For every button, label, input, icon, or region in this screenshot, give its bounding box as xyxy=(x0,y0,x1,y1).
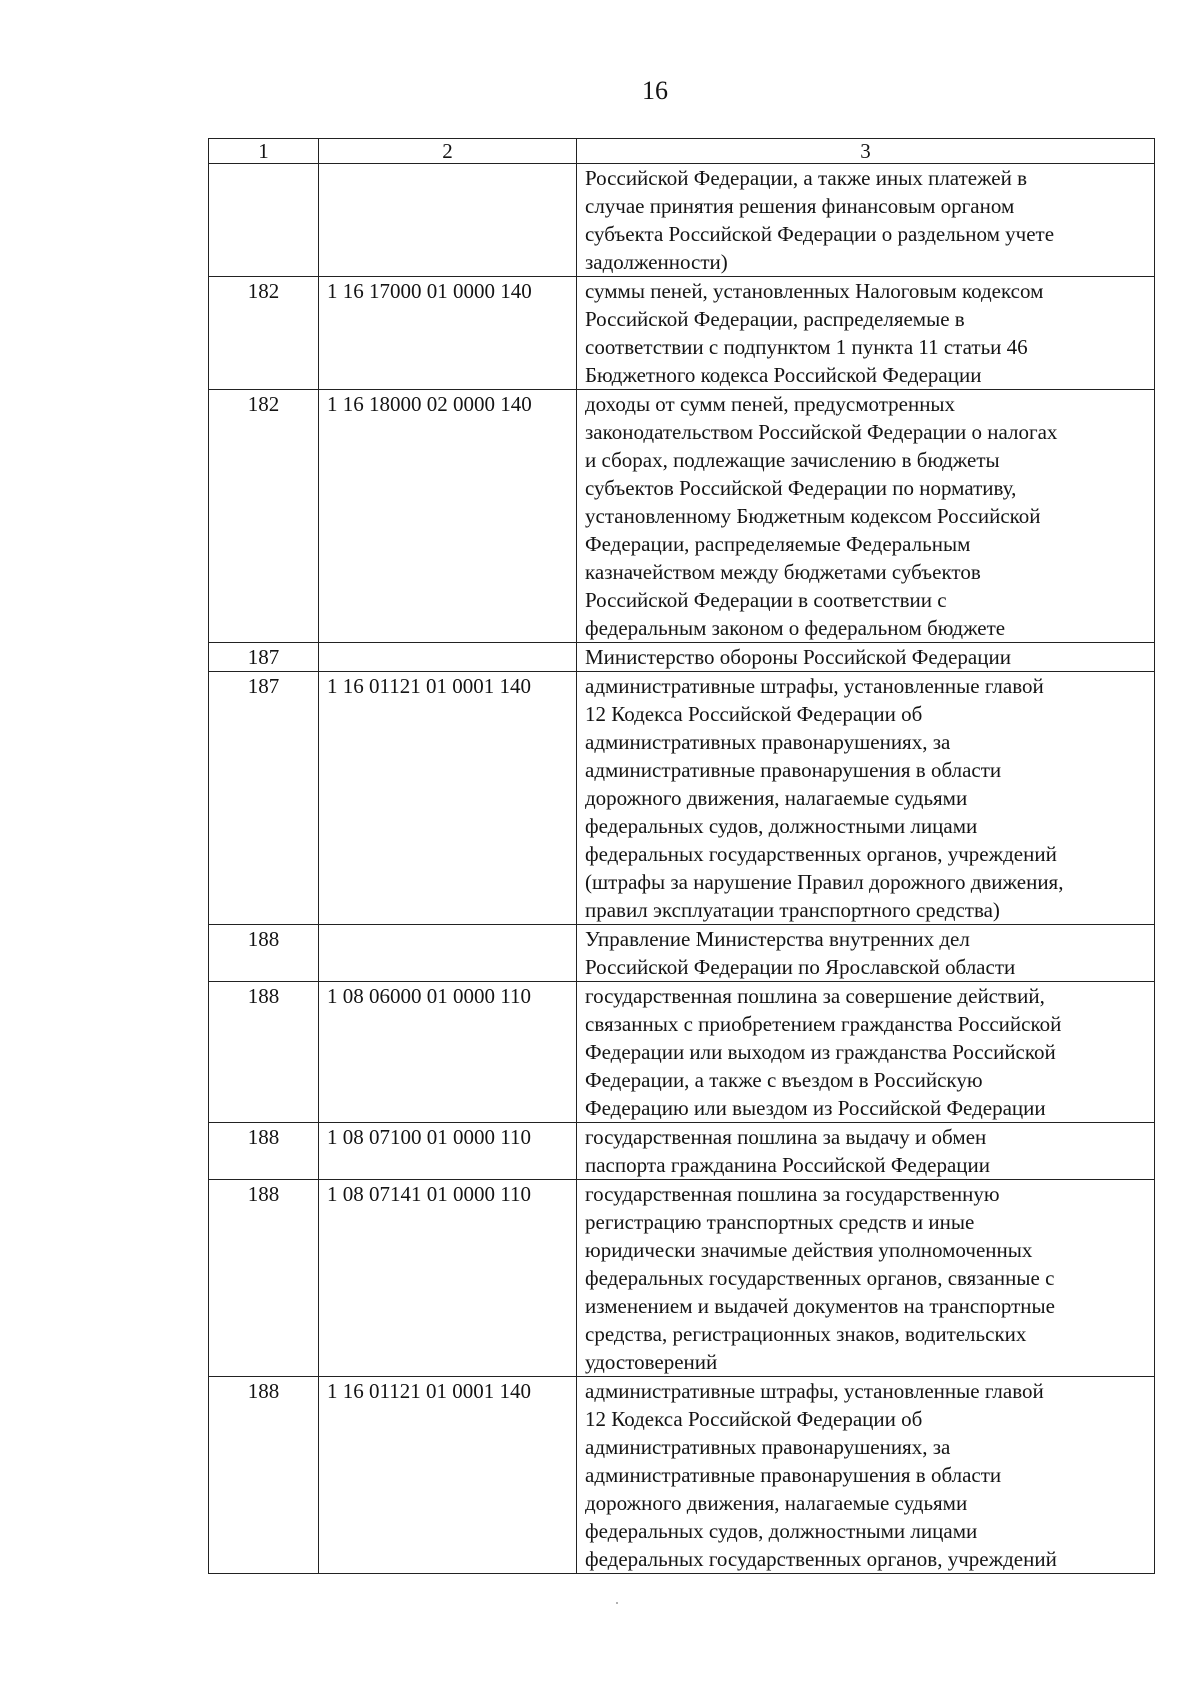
description-line: федеральных государственных органов, связанные с xyxy=(585,1266,1055,1290)
table-body xyxy=(209,164,1155,1574)
description-line: федеральным законом о федеральном бюджете xyxy=(585,616,1006,640)
table-row xyxy=(209,982,1155,1123)
table-row xyxy=(209,925,1155,982)
table-row xyxy=(209,390,1155,643)
description-line: федеральных судов, должностными лицами xyxy=(585,1519,978,1543)
description-line: Управление Министерства внутренних дел xyxy=(585,927,970,951)
description-line: связанных с приобретением гражданства Российской xyxy=(585,1012,1062,1036)
description-cell xyxy=(577,1180,1155,1377)
description-line: государственная пошлина за выдачу и обмен xyxy=(585,1125,987,1149)
revenue-code-cell xyxy=(319,925,577,982)
revenue-code-cell: 1 16 18000 02 0000 140 xyxy=(319,390,577,643)
description-line: Федерации, а также с въездом в Российскую xyxy=(585,1068,983,1092)
description-line: федеральных государственных органов, учреждений xyxy=(585,1547,1057,1571)
table-row xyxy=(209,672,1155,925)
description-line: соответствии с подпунктом 1 пункта 11 статьи 46 xyxy=(585,335,1028,359)
description-line: субъектов Российской Федерации по нормативу, xyxy=(585,476,1017,500)
table-row xyxy=(209,1377,1155,1574)
revenue-code-cell: 1 08 07100 01 0000 110 xyxy=(319,1123,577,1180)
description-line: Федерации или выходом из гражданства Российской xyxy=(585,1040,1056,1064)
description-line: Бюджетного кодекса Российской Федерации xyxy=(585,363,982,387)
description-line: федеральных судов, должностными лицами xyxy=(585,814,978,838)
admin-code-cell: 188 xyxy=(209,982,319,1123)
table-header-row xyxy=(209,139,1155,164)
description-line: доходы от сумм пеней, предусмотренных xyxy=(585,392,956,416)
description-line: (штрафы за нарушение Правил дорожного движения, xyxy=(585,870,1064,894)
description-line: административные штрафы, установленные главой xyxy=(585,1379,1044,1403)
table-row xyxy=(209,643,1155,672)
description-line: государственная пошлина за совершение действий, xyxy=(585,984,1045,1008)
admin-code-cell: 187 xyxy=(209,643,319,672)
revenue-code-cell: 1 16 01121 01 0001 140 xyxy=(319,672,577,925)
revenue-codes-table xyxy=(208,138,1155,1574)
description-line: Министерство обороны Российской Федерации xyxy=(585,645,1011,669)
description-cell xyxy=(577,643,1155,672)
admin-code-cell: 188 xyxy=(209,1377,319,1574)
admin-code-cell: 182 xyxy=(209,277,319,390)
table-row xyxy=(209,277,1155,390)
description-line: суммы пеней, установленных Налоговым кодексом xyxy=(585,279,1044,303)
description-line: Российской Федерации, распределяемые в xyxy=(585,307,965,331)
description-line: федеральных государственных органов, учреждений xyxy=(585,842,1057,866)
description-line: административных правонарушениях, за xyxy=(585,730,951,754)
admin-code-cell: 182 xyxy=(209,390,319,643)
admin-code-cell: 188 xyxy=(209,925,319,982)
description-line: установленному Бюджетным кодексом Российской xyxy=(585,504,1041,528)
description-line: паспорта гражданина Российской Федерации xyxy=(585,1153,990,1177)
page-number: 16 xyxy=(642,76,668,105)
revenue-code-cell xyxy=(319,643,577,672)
description-line: удостоверений xyxy=(585,1350,718,1374)
description-line: Федерацию или выездом из Российской Федерации xyxy=(585,1096,1046,1120)
description-line: субъекта Российской Федерации о раздельном учете xyxy=(585,222,1055,246)
revenue-code-cell xyxy=(319,164,577,277)
description-cell xyxy=(577,982,1155,1123)
description-line: административные штрафы, установленные главой xyxy=(585,674,1044,698)
description-line: дорожного движения, налагаемые судьями xyxy=(585,786,968,810)
revenue-code-cell: 1 08 06000 01 0000 110 xyxy=(319,982,577,1123)
description-line: Российской Федерации, а также иных платежей в xyxy=(585,166,1028,190)
table-row xyxy=(209,1123,1155,1180)
description-line: государственная пошлина за государственную xyxy=(585,1182,1000,1206)
description-line: изменением и выдачей документов на транспортные xyxy=(585,1294,1055,1318)
description-line: регистрацию транспортных средств и иные xyxy=(585,1210,975,1234)
description-line: юридически значимые действия уполномоченных xyxy=(585,1238,1033,1262)
column-header-3: 3 xyxy=(577,139,1155,164)
description-line: Федерации, распределяемые Федеральным xyxy=(585,532,971,556)
description-line: Российской Федерации в соответствии с xyxy=(585,588,947,612)
description-cell xyxy=(577,390,1155,643)
scan-speck xyxy=(616,1602,618,1604)
description-line: административных правонарушениях, за xyxy=(585,1435,951,1459)
description-cell xyxy=(577,1377,1155,1574)
description-cell xyxy=(577,925,1155,982)
description-line: дорожного движения, налагаемые судьями xyxy=(585,1491,968,1515)
admin-code-cell: 188 xyxy=(209,1123,319,1180)
description-line: административные правонарушения в области xyxy=(585,1463,1002,1487)
table-row xyxy=(209,164,1155,277)
description-cell xyxy=(577,672,1155,925)
description-line: 12 Кодекса Российской Федерации об xyxy=(585,1407,923,1431)
description-cell xyxy=(577,164,1155,277)
revenue-code-cell: 1 16 17000 01 0000 140 xyxy=(319,277,577,390)
description-cell xyxy=(577,1123,1155,1180)
description-line: случае принятия решения финансовым органом xyxy=(585,194,1015,218)
table-row xyxy=(209,1180,1155,1377)
description-line: средства, регистрационных знаков, водительских xyxy=(585,1322,1027,1346)
description-line: законодательством Российской Федерации о налогах xyxy=(585,420,1058,444)
description-line: 12 Кодекса Российской Федерации об xyxy=(585,702,923,726)
description-line: Российской Федерации по Ярославской области xyxy=(585,955,1016,979)
admin-code-cell: 188 xyxy=(209,1180,319,1377)
admin-code-cell xyxy=(209,164,319,277)
revenue-code-cell: 1 08 07141 01 0000 110 xyxy=(319,1180,577,1377)
description-cell xyxy=(577,277,1155,390)
column-header-2: 2 xyxy=(319,139,577,164)
description-line: правил эксплуатации транспортного средства) xyxy=(585,898,1000,922)
revenue-code-cell: 1 16 01121 01 0001 140 xyxy=(319,1377,577,1574)
description-line: административные правонарушения в области xyxy=(585,758,1002,782)
column-header-1: 1 xyxy=(209,139,319,164)
admin-code-cell: 187 xyxy=(209,672,319,925)
description-line: казначейством между бюджетами субъектов xyxy=(585,560,981,584)
description-line: и сборах, подлежащие зачислению в бюджеты xyxy=(585,448,1000,472)
description-line: задолженности) xyxy=(585,250,728,274)
